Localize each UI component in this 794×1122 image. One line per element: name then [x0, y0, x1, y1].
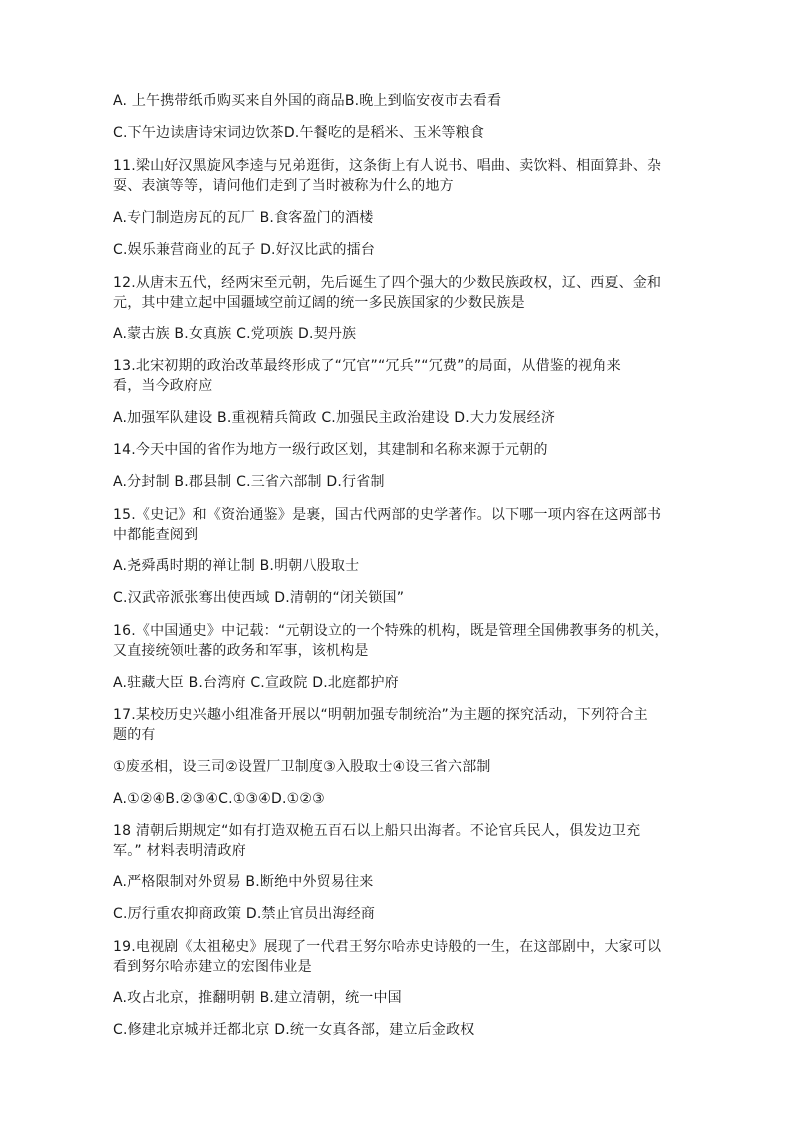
- q13-options: A.加强军队建设 B.重视精兵简政 C.加强民主政治建设 D.大力发展经济: [113, 410, 556, 426]
- q17-options: A.①②④B.②③④C.①③④D.①②③: [113, 791, 325, 807]
- q16-stem-line1: 16.《中国通史》中记载：“元朝设立的一个特殊的机构，既是管理全国佛教事务的机关，: [113, 623, 669, 639]
- q17-stem-line2: 题的有: [113, 727, 156, 743]
- q13-stem-line2: 看，当今政府应: [113, 378, 213, 394]
- q19-stem-line2: 看到努尔哈赤建立的宏图伟业是: [113, 959, 312, 975]
- q11-stem-line1: 11.梁山好汉黑旋风李逵与兄弟逛街，这条街上有人说书、唱曲、卖饮料、相面算卦、杂: [113, 158, 662, 174]
- q15-stem-line2: 中都能查阅到: [113, 527, 199, 543]
- q13-stem-line1: 13.北宋初期的政治改革最终形成了“冗官”“冗兵”“冗费”的局面，从借鉴的视角来: [113, 358, 621, 374]
- q18-option-c-d: C.厉行重农抑商政策 D.禁止官员出海经商: [113, 906, 376, 922]
- q11-option-a-b: A.专门制造房瓦的瓦厂 B.食客盈门的酒楼: [113, 210, 374, 226]
- q17-stem-line1: 17.某校历史兴趣小组准备开展以“明朝加强专制统治”为主题的探究活动，下列符合主: [113, 707, 648, 723]
- q11-option-c-d: C.娱乐兼营商业的瓦子 D.好汉比武的擂台: [113, 242, 376, 258]
- q19-stem-line1: 19.电视剧《太祖秘史》展现了一代君王努尔哈赤史诗般的一生，在这部剧中，大家可以: [113, 939, 662, 955]
- q10-option-c-d: C.下午边读唐诗宋词边饮茶D.午餐吃的是稻米、玉米等粮食: [113, 125, 485, 141]
- q15-option-c-d: C.汉武帝派张骞出使西域 D.清朝的“闭关锁国”: [113, 590, 405, 606]
- q18-stem-line2: 军。” 材料表明清政府: [113, 843, 246, 859]
- q14-stem: 14.今天中国的省作为地方一级行政区划，其建制和名称来源于元朝的: [113, 442, 548, 458]
- q14-options: A.分封制 B.郡县制 C.三省六部制 D.行省制: [113, 474, 385, 490]
- q12-options: A.蒙古族 B.女真族 C.党项族 D.契丹族: [113, 326, 357, 342]
- q19-option-a-b: A.攻占北京，推翻明朝 B.建立清朝，统一中国: [113, 990, 402, 1006]
- q12-stem-line1: 12.从唐末五代，经两宋至元朝，先后诞生了四个强大的少数民族政权，辽、西夏、金和: [113, 275, 662, 291]
- q16-options: A.驻藏大臣 B.台湾府 C.宣政院 D.北庭都护府: [113, 675, 399, 691]
- q19-option-c-d: C.修建北京城并迁都北京 D.统一女真各部，建立后金政权: [113, 1022, 475, 1038]
- q15-option-a-b: A.尧舜禹时期的禅让制 B.明朝八股取士: [113, 558, 360, 574]
- q17-statements: ①废丞相，设三司②设置厂卫制度③入股取士④设三省六部制: [113, 759, 491, 775]
- q15-stem-line1: 15.《史记》和《资治通鉴》是裹，国古代两部的史学著作。以下哪一项内容在这两部书: [113, 507, 662, 523]
- q18-option-a-b: A.严格限制对外贸易 B.断绝中外贸易往来: [113, 874, 374, 890]
- q10-option-a-b: A. 上午携带纸币购买来自外国的商品B.晚上到临安夜市去看看: [113, 93, 502, 109]
- q11-stem-line2: 耍、表演等等，请问他们走到了当时被称为什么的地方: [113, 178, 454, 194]
- q12-stem-line2: 元，其中建立起中国疆域空前辽阔的统一多民族国家的少数民族是: [113, 295, 525, 311]
- q18-stem-line1: 18 清朝后期规定“如有打造双桅五百石以上船只出海者。不论官兵民人，俱发边卫充: [113, 823, 641, 839]
- q16-stem-line2: 又直接统领吐蕃的政务和军事，该机构是: [113, 643, 369, 659]
